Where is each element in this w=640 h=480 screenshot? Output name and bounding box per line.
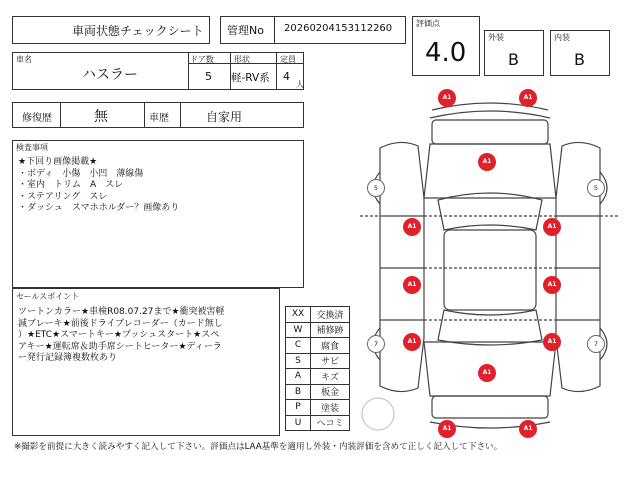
legend-meaning: サビ [311,353,350,369]
legend-code: A [286,369,311,385]
sales-label: セールスポイント [16,292,80,301]
doors-label: ドア数 [190,55,214,64]
tire-rear-left: 7 [367,335,385,353]
damage-badge-hatch: A1 [478,364,496,382]
capacity-unit: 人 [296,80,304,89]
legend-code: S [286,353,311,369]
sales-lines [18,307,224,365]
damage-badge-quarter-left: A1 [403,333,421,351]
car-name: ハスラー [82,67,138,83]
sales-line: ー発行記録簿複数枚あり [18,353,118,363]
footer-note: ※撮影を前提に大きく読みやすく記入して下さい。評価点はLAA基準を適用し外装・内装評価を含めて正しく記入して下さい。 [14,442,503,452]
legend-meaning: ヘコミ [311,415,350,431]
score-value: 4.0 [425,38,467,68]
legend-meaning: 塗装 [311,400,350,416]
mgmt-number: 20260204153112260 [284,23,393,34]
repair-value: 無 [94,109,108,125]
legend-row [286,322,350,338]
spare-tire-icon [362,398,394,430]
damage-badge-front-left: A1 [438,89,456,107]
damage-badge-rear-door-right: A1 [543,276,561,294]
score-label: 評価点 [416,19,440,28]
legend-code: B [286,384,311,400]
damage-badge-rear-left: A1 [438,420,456,438]
interior-value: B [574,50,585,69]
legend-code: W [286,322,311,338]
damage-badge-front-door-left: A1 [403,218,421,236]
tire-front-left: 5 [367,179,385,197]
legend-row [286,369,350,385]
damage-badge-quarter-right: A1 [543,333,561,351]
repair-label: 修復歴 [22,113,52,124]
legend-row [286,307,350,323]
capacity-value: 4 [283,70,290,83]
sales-line: 減ブレーキ★前後ドライブレコーダー（カード無し [18,318,223,329]
inspection-label: 検査事項 [16,143,48,152]
damage-badge-front-right: A1 [519,89,537,107]
legend-meaning: 板金 [311,384,350,400]
sales-line: ツートンカラー★車検R08.07.27まで★衝突被害軽 [18,307,225,317]
legend-row [286,400,350,416]
inspection-line: ・ダッシュ スマホホルダー？画像あり [18,203,180,213]
sheet-title: 車両状態チェックシート [72,24,204,38]
legend-row [286,384,350,400]
damage-badge-front-door-right: A1 [543,218,561,236]
inspection-line: ・室内 トリム A スレ [18,180,124,190]
sales-line: アキー★運転席＆助手席シートヒーター★ディーラ [18,341,222,352]
inspection-line: ・ボディ 小傷 小凹 薄線傷 [18,168,144,179]
legend-row [286,415,350,431]
legend-code: P [286,400,311,416]
car-diagram [360,88,620,438]
mgmt-label: 管理No [227,24,264,37]
damage-legend [285,306,350,431]
legend-meaning: 腐食 [311,338,350,354]
legend-row [286,353,350,369]
interior-label: 内装 [554,33,570,42]
inspection-line: ★下回り画像掲載★ [18,157,98,167]
shape-value: 軽-RV系 [231,72,270,84]
sales-line: ）★ETC★スマートキー★プッシュスタート★スペ [18,330,220,340]
inspection-lines [18,157,179,215]
damage-badge-rear-right: A1 [519,420,537,438]
doors-value: 5 [205,70,212,83]
exterior-value: B [508,50,519,69]
legend-meaning: 補修跡 [311,322,350,338]
damage-badge-hood: A1 [478,153,496,171]
exterior-label: 外装 [488,33,504,42]
legend-meaning: 交換済 [311,307,350,323]
shape-label: 形状 [234,55,250,64]
damage-badge-rear-door-left: A1 [403,276,421,294]
legend-code: XX [286,307,311,323]
inspection-line: ・ステアリング スレ [18,191,108,202]
class-value: 自家用 [206,110,243,124]
legend-meaning: キズ [311,369,350,385]
legend-code: U [286,415,311,431]
legend-row [286,338,350,354]
tire-front-right: 5 [587,179,605,197]
capacity-label: 定員 [280,55,296,64]
tire-rear-right: 7 [587,335,605,353]
class-label: 車歴 [149,113,169,124]
car-name-label: 車名 [16,55,32,64]
legend-code: C [286,338,311,354]
